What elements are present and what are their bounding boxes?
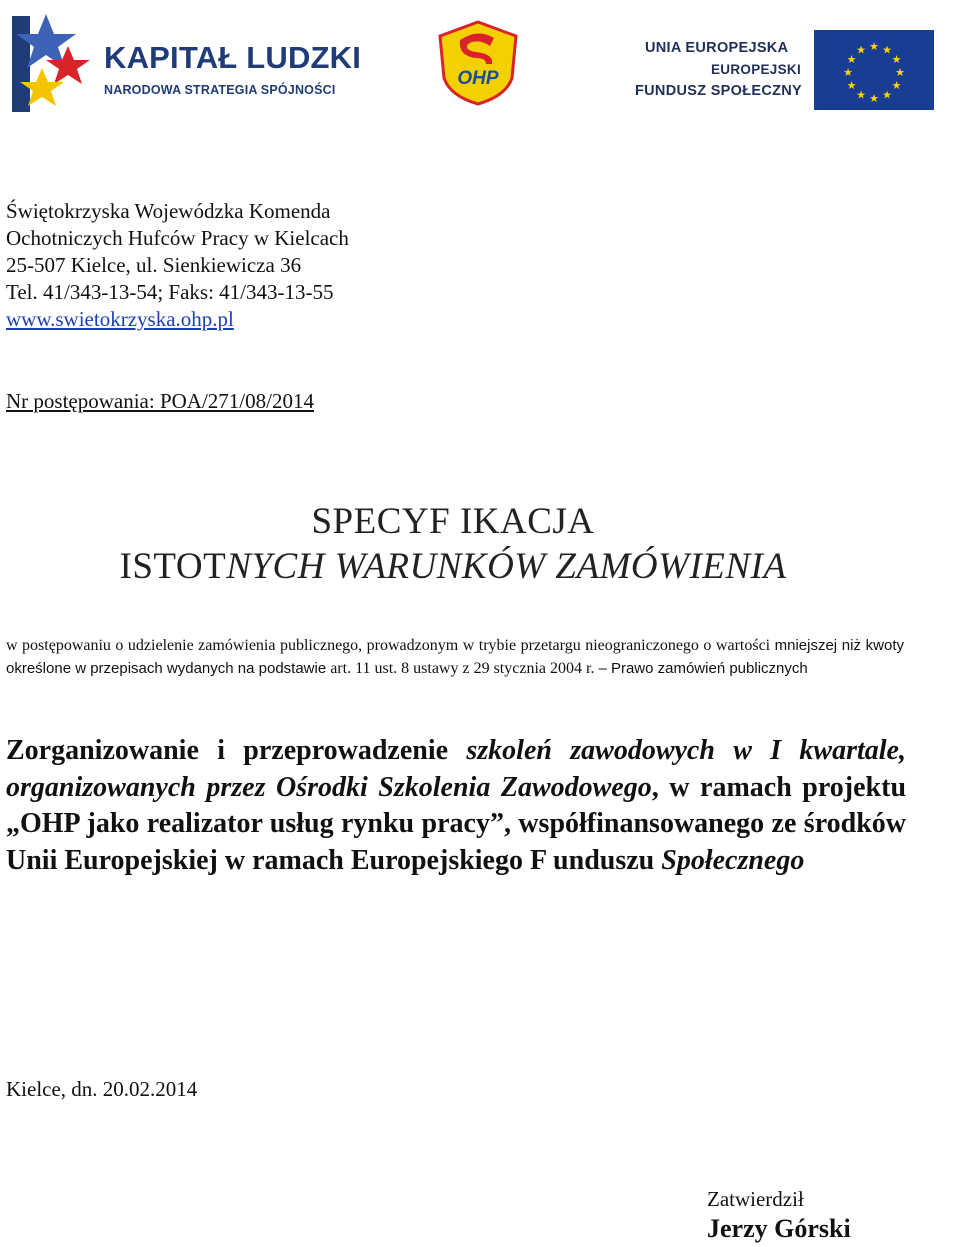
ue-logo-line1: UNIA EUROPEJSKA [645,40,789,56]
document-date: Kielce, dn. 20.02.2014 [6,1077,198,1101]
description-part1: w postępowaniu o udzielenie zamówienia publicznego, prowadzonym w trybie przetargu nieograniczonego o wartości [6,637,775,654]
procedure-description [6,634,904,680]
description-part2: mniejszej niż kwoty określone w przepisach wydanych na podstawie [6,637,904,677]
kapital-ludzki-logo [6,10,362,118]
svg-text:★: ★ [856,43,866,57]
svg-text:★: ★ [843,66,853,79]
address-line-4: Tel. 41/343-13-54; Faks: 41/343-13-55 [6,280,334,304]
document-title-line2 [0,545,906,588]
approval-label: Zatwierdził [707,1187,804,1211]
ue-logo-line2: EUROPEJSKI [711,62,802,77]
subject-part4: Unii Europejskiej w ramach Europejskiego F unduszu [6,844,662,876]
svg-text:★: ★ [895,66,905,79]
document-title-line1: SPECYF IKACJA [311,501,595,542]
subject-part1: Zorganizowanie i przeprowadzenie [6,735,467,766]
address-line-2: Ochotniczych Hufców Pracy w Kielcach [6,226,349,250]
procedure-number: Nr postępowania: POA/271/08/2014 [6,389,314,413]
kapital-ludzki-title: KAPITAŁ LUDZKI [104,40,362,75]
title-line2-regular: ISTOT [119,546,227,587]
address-block [6,198,349,333]
svg-text:★: ★ [891,53,902,66]
svg-text:★: ★ [846,53,857,66]
svg-text:★: ★ [869,92,879,105]
svg-text:★: ★ [846,79,857,92]
approver-name: Jerzy Górski [707,1214,851,1243]
eu-flag-icon [814,30,934,110]
subject-part2: szkoleń zawodowych w I kwartale, organizowanych przez Ośrodki Szkolenia Zawodowego [6,735,906,803]
ohp-logo [436,20,520,106]
description-part3: art. 11 ust. 8 ustawy z 29 stycznia 2004 r. [326,660,599,677]
kapital-ludzki-star-icon [6,10,102,118]
address-line-3: 25-507 Kielce, ul. Sienkiewicza 36 [6,253,302,277]
svg-text:★: ★ [891,79,902,92]
ue-logo-line3: FUNDUSZ SPOŁECZNY [635,83,803,99]
svg-text:★: ★ [882,88,892,102]
website-link[interactable]: www.swietokrzyska.ohp.pl [6,307,234,331]
ohp-logo-text: OHP [457,68,499,89]
svg-text:★: ★ [882,43,892,57]
description-part4: – Prawo zamówień publicznych [598,660,808,677]
svg-text:★: ★ [869,40,879,53]
unia-europejska-logo [610,10,948,122]
svg-text:★: ★ [856,88,866,102]
order-subject [6,733,906,879]
address-line-1: Świętokrzyska Wojewódzka Komenda [6,199,331,223]
ohp-emblem-icon [436,20,520,106]
subject-part5: Społecznego [661,844,805,876]
kapital-ludzki-subtitle: NARODOWA STRATEGIA SPÓJNOŚCI [104,83,336,97]
subject-part3: , w ramach projektu „OHP jako realizator usług rynku pracy”, współfinansowanego ze środków [6,771,907,839]
title-line2-italic: NYCH WARUNKÓW ZAMÓWIENIA [226,546,787,587]
